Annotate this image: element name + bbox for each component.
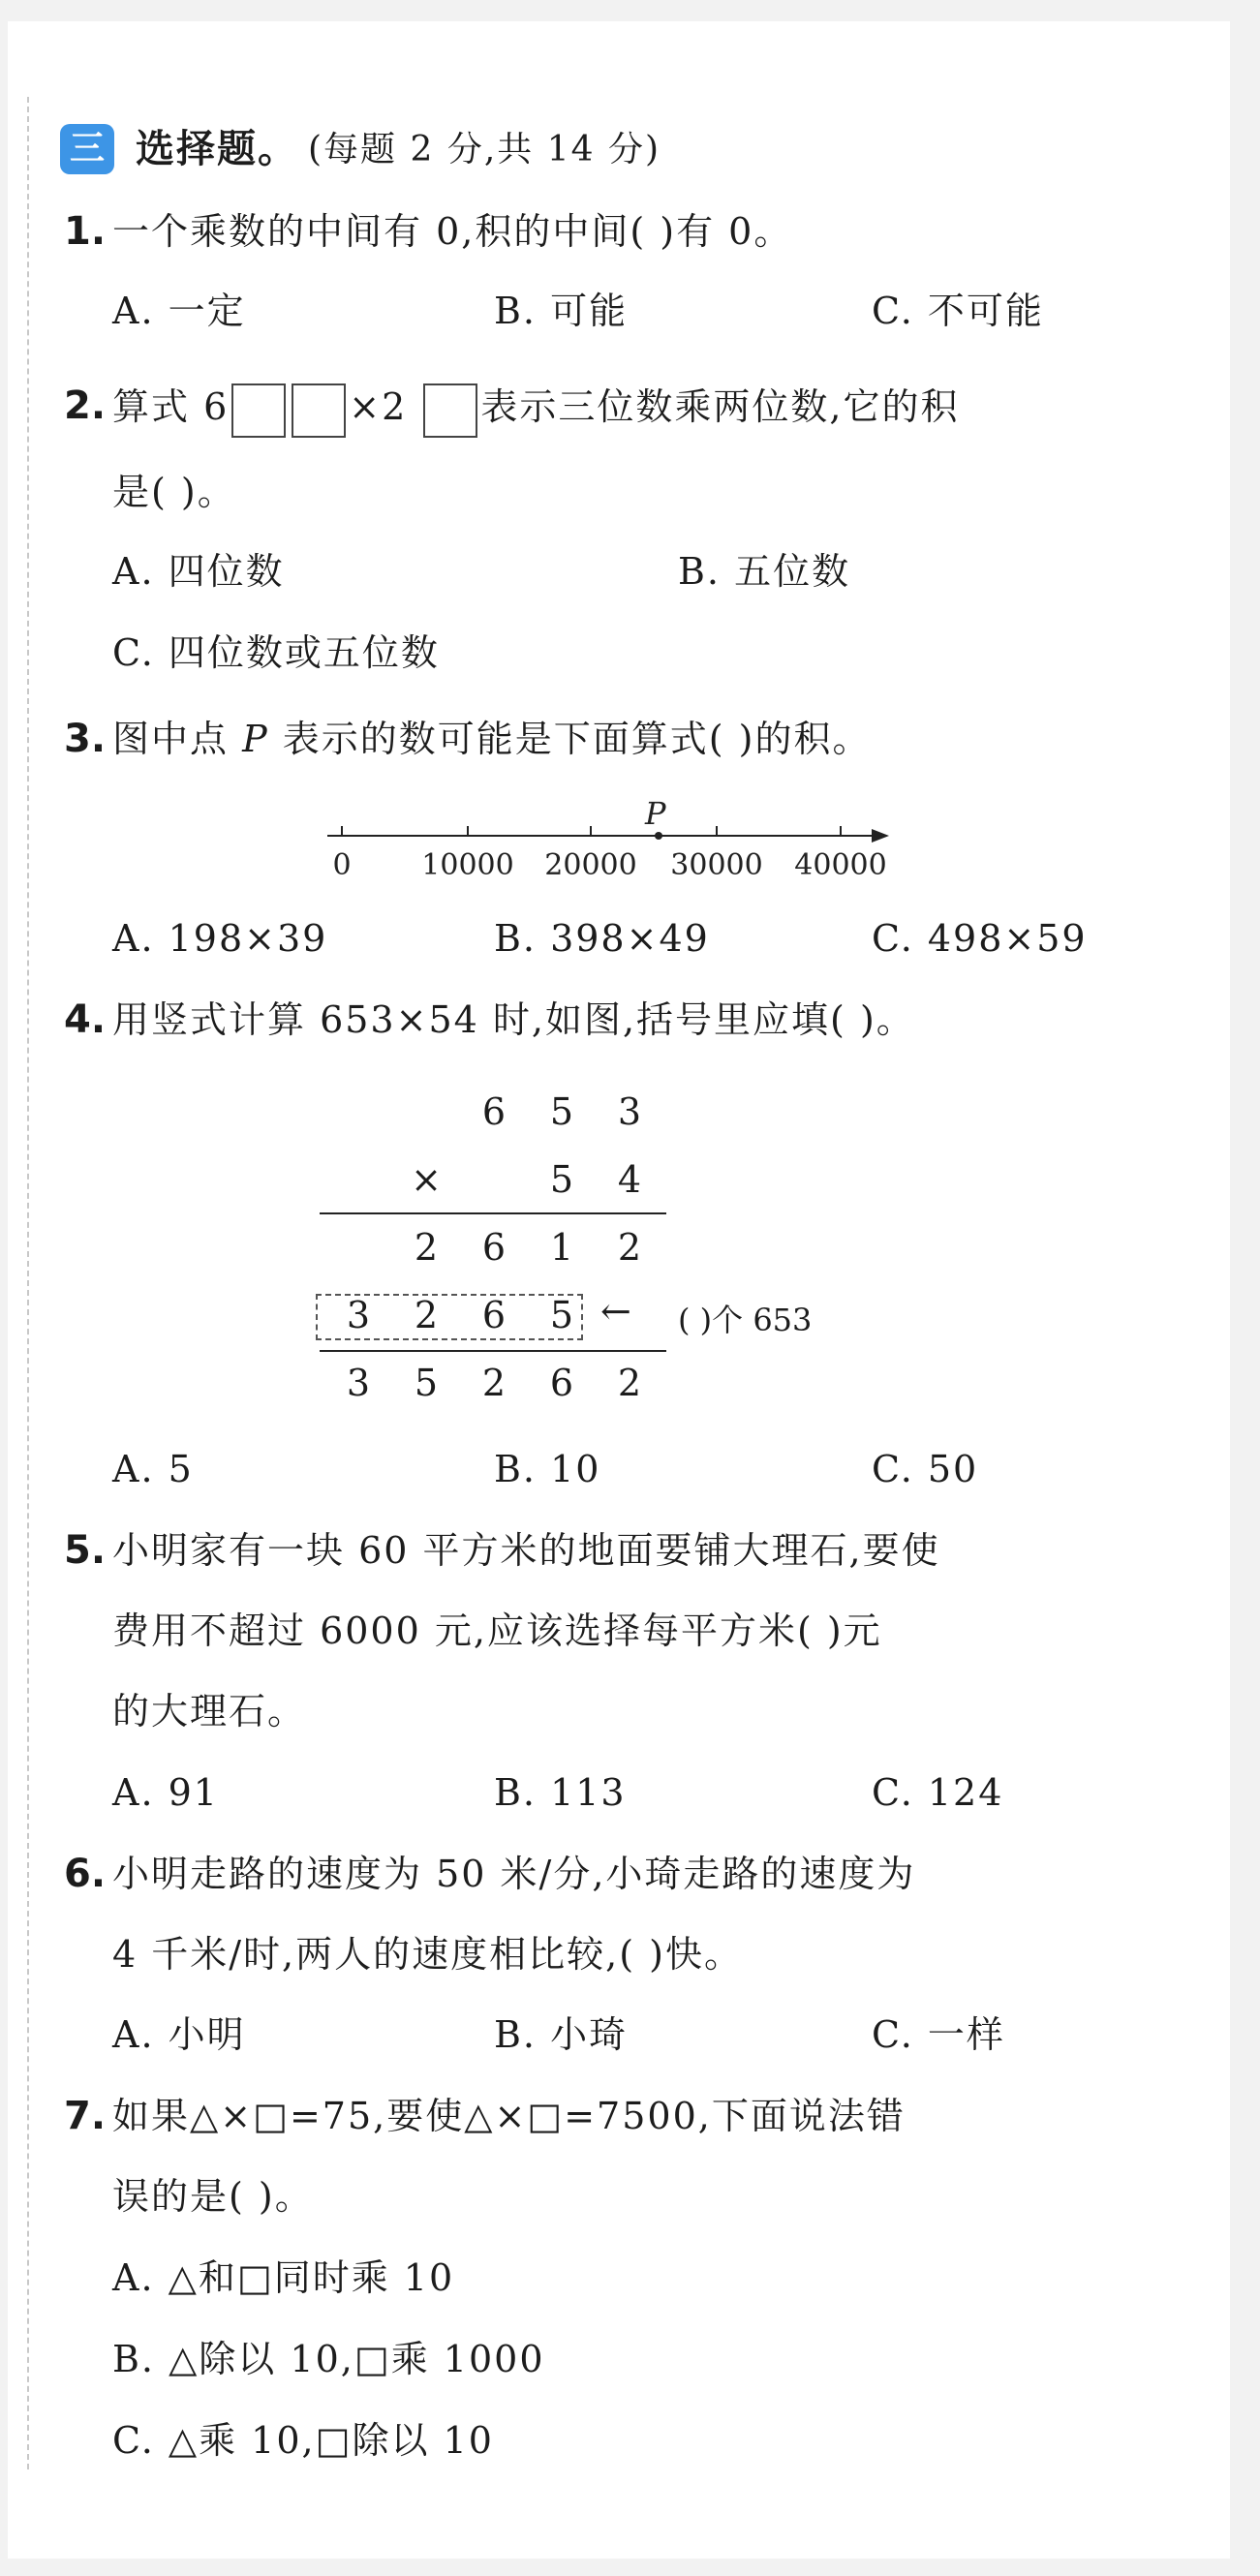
calc-rule-2 bbox=[320, 1350, 666, 1352]
q1-text: 一个乘数的中间有 0,积的中间( )有 0。 bbox=[112, 210, 793, 253]
number-line bbox=[310, 794, 910, 891]
answer-box-2 bbox=[292, 383, 346, 438]
tick-label-30000: 30000 bbox=[670, 848, 763, 882]
q7-line1: 如果△×□=75,要使△×□=7500,下面说法错 bbox=[112, 2095, 906, 2137]
calc-r4-d1: 3 bbox=[346, 1294, 371, 1336]
q4-number: 4. bbox=[64, 997, 107, 1042]
q5-line1: 小明家有一块 60 平方米的地面要铺大理石,要使 bbox=[112, 1529, 940, 1572]
q6-line1: 小明走路的速度为 50 米/分,小琦走路的速度为 bbox=[112, 1853, 916, 1895]
q1-option-c[interactable]: C. 不可能 bbox=[872, 290, 1044, 332]
q6-option-a[interactable]: A. 小明 bbox=[112, 2013, 246, 2056]
q2-option-a[interactable]: A. 四位数 bbox=[112, 550, 285, 593]
q3-point-label: P bbox=[242, 718, 269, 760]
point-p-label: P bbox=[645, 795, 666, 832]
q7-number: 7. bbox=[64, 2094, 107, 2138]
q2-option-c[interactable]: C. 四位数或五位数 bbox=[112, 631, 440, 674]
q5-option-b[interactable]: B. 113 bbox=[494, 1771, 627, 1814]
calc-r2-d1: 5 bbox=[549, 1158, 574, 1201]
q6-option-b[interactable]: B. 小琦 bbox=[494, 2013, 629, 2056]
q3-option-a[interactable]: A. 198×39 bbox=[112, 917, 328, 960]
number-line-arrow bbox=[872, 829, 889, 843]
answer-box-3 bbox=[423, 383, 477, 438]
q4-text: 用竖式计算 653×54 时,如图,括号里应填( )。 bbox=[112, 998, 915, 1041]
calc-r1-d1: 6 bbox=[481, 1090, 507, 1133]
q3-text-a: 图中点 bbox=[112, 718, 230, 760]
calc-r3-d1: 2 bbox=[414, 1226, 439, 1269]
calc-r1-d2: 5 bbox=[549, 1090, 574, 1133]
q2-line1 bbox=[112, 372, 959, 442]
q5-option-c[interactable]: C. 124 bbox=[872, 1771, 1004, 1814]
q4-option-b[interactable]: B. 10 bbox=[494, 1448, 601, 1490]
q5-line2: 费用不超过 6000 元,应该选择每平方米( )元 bbox=[112, 1610, 882, 1652]
calc-r2-d2: 4 bbox=[617, 1158, 642, 1201]
q2-text-c: 表示三位数乘两位数,它的积 bbox=[480, 385, 960, 428]
tick-label-0: 0 bbox=[332, 848, 352, 882]
q6-option-c[interactable]: C. 一样 bbox=[872, 2013, 1005, 2056]
q4-option-c[interactable]: C. 50 bbox=[872, 1448, 979, 1490]
calc-r5-d1: 3 bbox=[346, 1362, 371, 1404]
calc-r4-d4: 5 bbox=[549, 1294, 574, 1336]
q5-option-a[interactable]: A. 91 bbox=[112, 1771, 219, 1814]
calc-rule-1 bbox=[320, 1212, 666, 1214]
q2-number: 2. bbox=[64, 383, 107, 428]
q2-option-b[interactable]: B. 五位数 bbox=[678, 550, 851, 593]
calc-r5-d5: 2 bbox=[617, 1362, 642, 1404]
calc-r5-d2: 5 bbox=[414, 1362, 439, 1404]
calc-r5-d4: 6 bbox=[549, 1362, 574, 1404]
q3-option-c[interactable]: C. 498×59 bbox=[872, 917, 1088, 960]
q1-option-a[interactable]: A. 一定 bbox=[112, 290, 246, 332]
q6-number: 6. bbox=[64, 1852, 107, 1896]
q7-option-b[interactable]: B. △除以 10,□乘 1000 bbox=[112, 2338, 545, 2380]
calc-r3-d2: 6 bbox=[481, 1226, 507, 1269]
q1-number: 1. bbox=[64, 209, 107, 254]
calc-r3-d4: 2 bbox=[617, 1226, 642, 1269]
q1-option-b[interactable]: B. 可能 bbox=[494, 290, 629, 332]
tick-label-40000: 40000 bbox=[794, 848, 887, 882]
q5-line3: 的大理石。 bbox=[112, 1690, 307, 1733]
arrow-left-icon: ← bbox=[600, 1290, 631, 1333]
q5-number: 5. bbox=[64, 1528, 107, 1573]
q3-text bbox=[112, 716, 872, 762]
calc-r4-d3: 6 bbox=[481, 1294, 507, 1336]
q6-line2: 4 千米/时,两人的速度相比较,( )快。 bbox=[112, 1933, 743, 1976]
section-badge: 三 bbox=[60, 124, 114, 174]
q3-option-b[interactable]: B. 398×49 bbox=[494, 917, 710, 960]
calc-r5-d3: 2 bbox=[481, 1362, 507, 1404]
calc-r1-d3: 3 bbox=[617, 1090, 642, 1133]
tick-label-10000: 10000 bbox=[421, 848, 514, 882]
q3-text-b: 表示的数可能是下面算式( )的积。 bbox=[282, 718, 872, 760]
margin-dashed-line bbox=[27, 97, 29, 2469]
number-line-ticks bbox=[342, 826, 841, 836]
tick-label-20000: 20000 bbox=[544, 848, 637, 882]
answer-box-1 bbox=[231, 383, 286, 438]
q2-text-b: ×2 bbox=[349, 385, 408, 428]
calc-times-sign: × bbox=[411, 1158, 442, 1201]
q2-line2: 是( )。 bbox=[112, 471, 236, 513]
q7-option-a[interactable]: A. △和□同时乘 10 bbox=[112, 2256, 455, 2299]
point-p bbox=[655, 832, 662, 840]
calc-note: ( )个 653 bbox=[678, 1302, 813, 1338]
section-title: 选择题。 bbox=[136, 127, 298, 171]
section-note: (每题 2 分,共 14 分) bbox=[308, 130, 661, 169]
q3-number: 3. bbox=[64, 717, 107, 761]
calc-r4-d2: 2 bbox=[414, 1294, 439, 1336]
calc-r3-d3: 1 bbox=[549, 1226, 574, 1269]
q2-text-a: 算式 6 bbox=[112, 385, 230, 428]
q4-option-a[interactable]: A. 5 bbox=[112, 1448, 194, 1490]
q7-option-c[interactable]: C. △乘 10,□除以 10 bbox=[112, 2419, 494, 2462]
q7-line2: 误的是( )。 bbox=[112, 2175, 314, 2218]
